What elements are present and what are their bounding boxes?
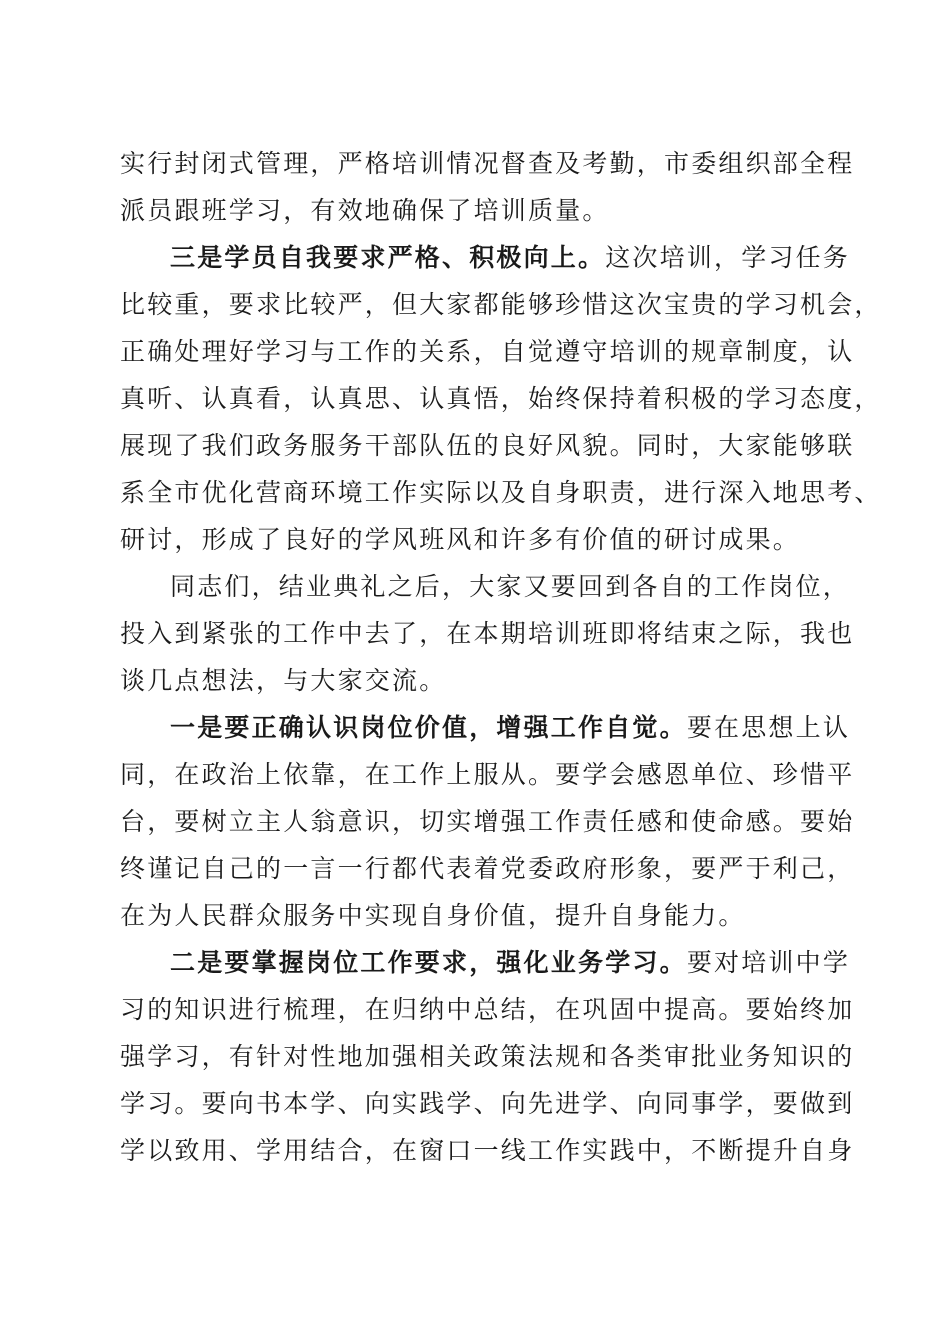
text-span: 要在思想上认 [686,713,851,742]
text-line [120,234,851,281]
text-line: 同，在政治上依靠，在工作上服从。要学会感恩单位、珍惜平 [120,760,855,789]
text-span: 这次培训，学习任务 [605,243,851,272]
paragraph-heading: 一是要正确认识岗位价值，增强工作自觉。 [170,713,687,742]
text-line: 学以致用、学用结合，在窗口一线工作实践中，不断提升自身 [120,1136,855,1165]
text-line: 谈几点想法，与大家交流。 [120,666,447,695]
text-line: 同志们，结业典礼之后，大家又要回到各自的工作岗位， [170,572,851,601]
paragraph-point-two [120,939,855,1174]
paragraph-continuation [120,140,855,234]
text-line [120,704,851,751]
text-line: 研讨，形成了良好的学风班风和许多有价值的研讨成果。 [120,525,801,554]
text-line: 展现了我们政务服务干部队伍的良好风貌。同时，大家能够联 [120,431,855,460]
text-line: 在为人民群众服务中实现自身价值，提升自身能力。 [120,901,746,930]
paragraph-point-one [120,704,855,939]
text-line: 习的知识进行梳理，在归纳中总结，在巩固中提高。要始终加 [120,995,855,1024]
text-line: 投入到紧张的工作中去了，在本期培训班即将结束之际，我也 [120,619,855,648]
document-body [120,140,882,1174]
text-line [120,939,851,986]
paragraph-point-three [120,234,882,563]
paragraph-heading: 三是学员自我要求严格、积极向上。 [170,243,606,272]
text-line: 学习。要向书本学、向实践学、向先进学、向同事学，要做到 [120,1089,855,1118]
text-line: 真听、认真看，认真思、认真悟，始终保持着积极的学习态度， [120,384,882,413]
text-line: 实行封闭式管理，严格培训情况督查及考勤，市委组织部全程 [120,149,855,178]
text-line: 比较重，要求比较严，但大家都能够珍惜这次宝贵的学习机会， [120,290,882,319]
text-line: 系全市优化营商环境工作实际以及自身职责，进行深入地思考、 [120,478,882,507]
text-line: 强学习，有针对性地加强相关政策法规和各类审批业务知识的 [120,1042,855,1071]
text-line: 台，要树立主人翁意识，切实增强工作责任感和使命感。要始 [120,807,855,836]
text-line: 终谨记自己的一言一行都代表着党委政府形象，要严于利己， [120,854,855,883]
text-line: 派员跟班学习，有效地确保了培训质量。 [120,196,610,225]
text-line: 正确处理好学习与工作的关系，自觉遵守培训的规章制度，认 [120,337,855,366]
paragraph-address [120,563,855,704]
paragraph-heading: 二是要掌握岗位工作要求，强化业务学习。 [170,948,687,977]
text-span: 要对培训中学 [686,948,851,977]
